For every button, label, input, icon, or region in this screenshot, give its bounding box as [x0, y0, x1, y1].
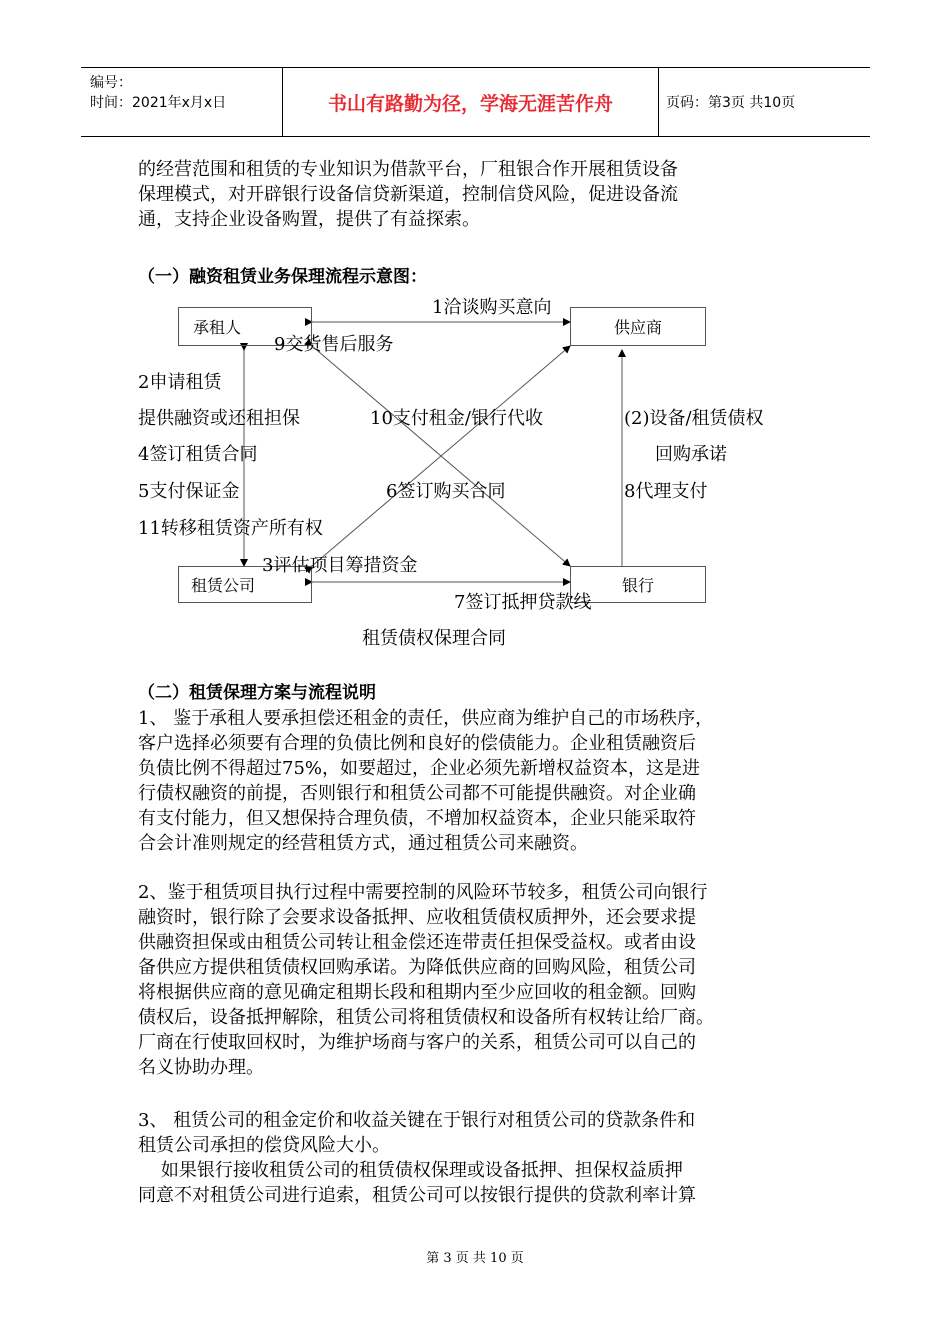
flow-label: 1洽谈购买意向: [432, 297, 552, 318]
text-line: 保理模式，对开辟银行设备信贷新渠道，控制信贷风险，促进设备流: [138, 184, 678, 205]
flow-label: 6签订购买合同: [386, 481, 506, 502]
flow-label: 9交货售后服务: [274, 334, 394, 355]
page-info: 页码：第3页 共10页: [666, 95, 796, 111]
text-line: 负债比例不得超过75%，如要超过，企业必须先新增权益资本，这是进: [138, 758, 701, 779]
flow-label: 3评估项目筹措资金: [262, 555, 418, 576]
text-line: 同意不对租赁公司进行追索，租赁公司可以按银行提供的贷款利率计算: [138, 1185, 696, 1206]
text-line: 租赁公司承担的偿贷风险大小。: [138, 1135, 390, 1156]
text-line: 供融资担保或由租赁公司转让租金偿还连带责任担保受益权。或者由设: [138, 932, 696, 953]
text-line: 融资时，银行除了会要求设备抵押、应收租赁债权质押外，还会要求提: [138, 907, 696, 928]
supplier-box: 供应商: [570, 307, 706, 346]
text-line: 债权后，设备抵押解除，租赁公司将租赁债权和设备所有权转让给厂商。: [138, 1007, 714, 1028]
lessee-box: 承租人: [178, 307, 312, 346]
flow-label: 7签订抵押贷款线: [454, 592, 592, 613]
text-line: 备供应方提供租赁债权回购承诺。为降低供应商的回购风险，租赁公司: [138, 957, 696, 978]
item3-paragraph: [138, 1108, 858, 1208]
text-line: 3、 租赁公司的租金定价和收益关键在于银行对租赁公司的贷款条件和: [138, 1110, 696, 1131]
flow-label: 2申请租赁: [138, 372, 222, 393]
flow-label: (2)设备/租赁债权: [624, 408, 764, 429]
text-line: 2、鉴于租赁项目执行过程中需要控制的风险环节较多，租赁公司向银行: [138, 882, 708, 903]
item2-paragraph: [138, 880, 858, 1080]
flow-label: 提供融资或还租担保: [138, 408, 300, 429]
text-line: 1、 鉴于承租人要承担偿还租金的责任，供应商为维护自己的市场秩序，: [138, 708, 714, 729]
flow-label: 租赁债权保理合同: [362, 628, 506, 649]
bank-box: 银行: [570, 566, 706, 603]
section1-title: （一）融资租赁业务保理流程示意图：: [138, 267, 427, 287]
section2-title: （二）租赁保理方案与流程说明: [138, 683, 376, 703]
item1-paragraph: [138, 706, 858, 856]
number-label: 编号：: [90, 75, 132, 91]
flow-arrows: [0, 0, 950, 660]
flow-label: 5支付保证金: [138, 481, 240, 502]
flow-label: 回购承诺: [655, 444, 727, 465]
text-line: 如果银行接收租赁公司的租赁债权保理或设备抵押、担保权益质押: [138, 1160, 683, 1181]
flow-label: 10支付租金/银行代收: [370, 408, 543, 429]
flow-label: 11转移租赁资产所有权: [138, 518, 323, 539]
text-line: 通，支持企业设备购置，提供了有益探索。: [138, 209, 480, 230]
text-line: 有支付能力，但又想保持合理负债，不增加权益资本，企业只能采取符: [138, 808, 696, 829]
leasing-company-box: 租赁公司: [178, 566, 312, 603]
page-footer: 第 3 页 共 10 页: [426, 1251, 524, 1266]
text-line: 行债权融资的前提，否则银行和租赁公司都不可能提供融资。对企业确: [138, 783, 696, 804]
text-line: 合会计准则规定的经营租赁方式，通过租赁公司来融资。: [138, 833, 588, 854]
motto: 书山有路勤为径，学海无涯苦作舟: [282, 68, 659, 136]
text-line: 厂商在行使取回权时，为维护场商与客户的关系，租赁公司可以自己的: [138, 1032, 696, 1053]
text-line: 将根据供应商的意见确定租期长段和租期内至少应回收的租金额。回购: [138, 982, 696, 1003]
flow-label: 8代理支付: [624, 481, 708, 502]
text-line: 名义协助办理。: [138, 1057, 264, 1078]
text-line: 的经营范围和租赁的专业知识为借款平台，厂租银合作开展租赁设备: [138, 159, 678, 180]
text-line: 客户选择必须要有合理的负债比例和良好的偿债能力。企业租赁融资后: [138, 733, 696, 754]
time-label: 时间：2021年x月x日: [90, 95, 227, 111]
flow-label: 4签订租赁合同: [138, 444, 258, 465]
